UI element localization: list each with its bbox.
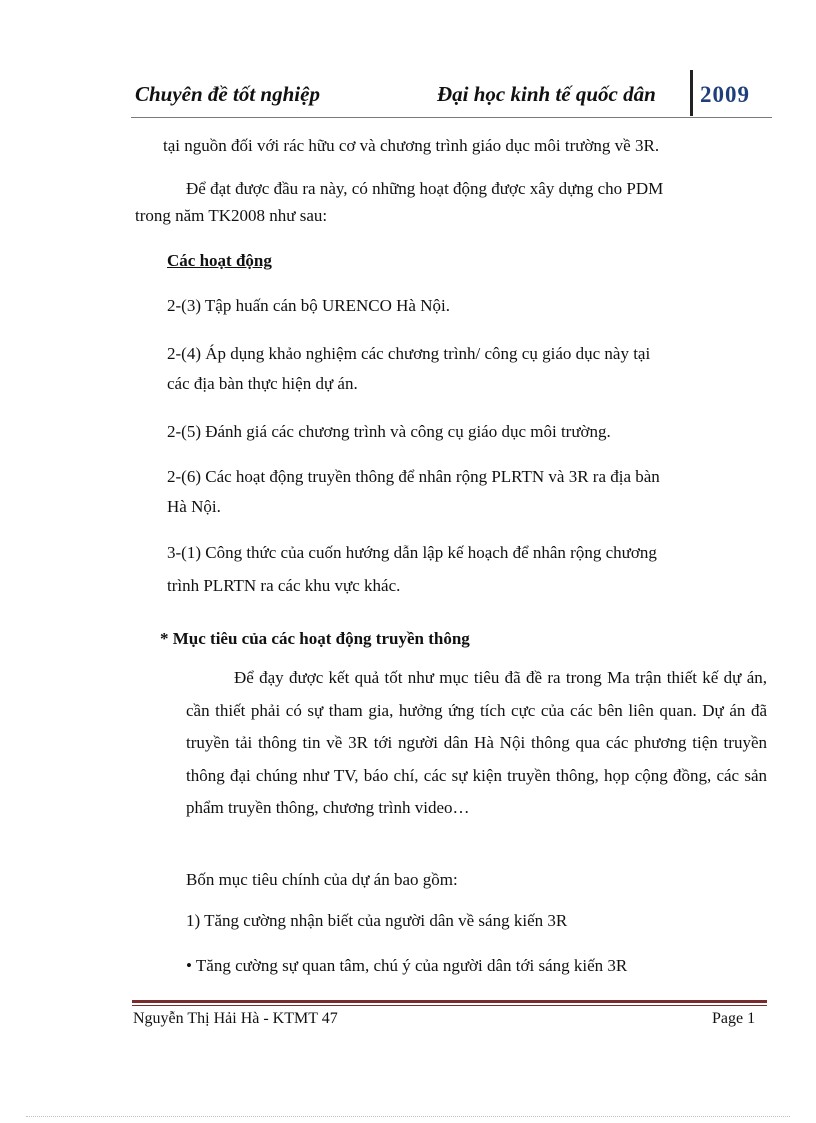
- activity-item-continued: Hà Nội.: [167, 497, 221, 516]
- footer-rule-thick: [132, 1000, 767, 1003]
- header-year: 2009: [700, 82, 750, 107]
- bullet-item: • Tăng cường sự quan tâm, chú ý của người dân tới sáng kiến 3R: [186, 956, 628, 975]
- activity-item-continued: trình PLRTN ra các khu vực khác.: [167, 576, 401, 595]
- header-divider: [690, 70, 693, 116]
- text-line: Để đạt được đầu ra này, có những hoạt động được xây dựng cho PDM: [186, 179, 664, 198]
- header-center-title: Đại học kinh tế quốc dân: [437, 82, 656, 106]
- objectives-paragraph-text: Để đạy được kết quả tốt như mục tiêu đã đề ra trong Ma trận thiết kế dự án, cần thiết phải có sự tham gia, hưởng ứng tích cực của các bên liên quan. Dự án đã truyền tải thông tin về 3R tới người dân Hà Nội thông qua các phương tiện truyền thông đại chúng như TV, báo chí, các sự kiện truyền thông, họp cộng đồng, các sản phẩm truyền thông, chương trình video…: [186, 668, 767, 817]
- footer-rule-thin: [132, 1005, 767, 1006]
- page-bottom-dotted-line: [26, 1116, 790, 1117]
- section-heading-activities: Các hoạt động: [167, 251, 272, 270]
- activity-item: 2-(5) Đánh giá các chương trình và công cụ giáo dục môi trường.: [167, 422, 611, 441]
- activity-item: 3-(1) Công thức của cuốn hướng dẫn lập kế hoạch để nhân rộng chương: [167, 543, 657, 562]
- text-line: tại nguồn đối với rác hữu cơ và chương trình giáo dục môi trường về 3R.: [163, 136, 660, 155]
- objectives-paragraph: [186, 662, 767, 825]
- text-line: trong năm TK2008 như sau:: [135, 206, 328, 225]
- activity-item: 2-(4) Áp dụng khảo nghiệm các chương trình/ công cụ giáo dục này tại: [167, 344, 651, 363]
- section-heading-objectives: * Mục tiêu của các hoạt động truyền thông: [160, 629, 470, 648]
- activity-item-continued: các địa bàn thực hiện dự án.: [167, 374, 358, 393]
- footer-page-number: Page 1: [712, 1010, 756, 1027]
- header-rule: [131, 117, 772, 118]
- activity-item: 2-(6) Các hoạt động truyền thông để nhân rộng PLRTN và 3R ra địa bàn: [167, 467, 660, 486]
- text-line: Bốn mục tiêu chính của dự án bao gồm:: [186, 870, 458, 889]
- goal-item: 1) Tăng cường nhận biết của người dân về sáng kiến 3R: [186, 911, 568, 930]
- footer-author: Nguyễn Thị Hải Hà - KTMT 47: [133, 1010, 338, 1027]
- header-left-title: Chuyên đề tốt nghiệp: [135, 82, 320, 106]
- activity-item: 2-(3) Tập huấn cán bộ URENCO Hà Nội.: [167, 296, 450, 315]
